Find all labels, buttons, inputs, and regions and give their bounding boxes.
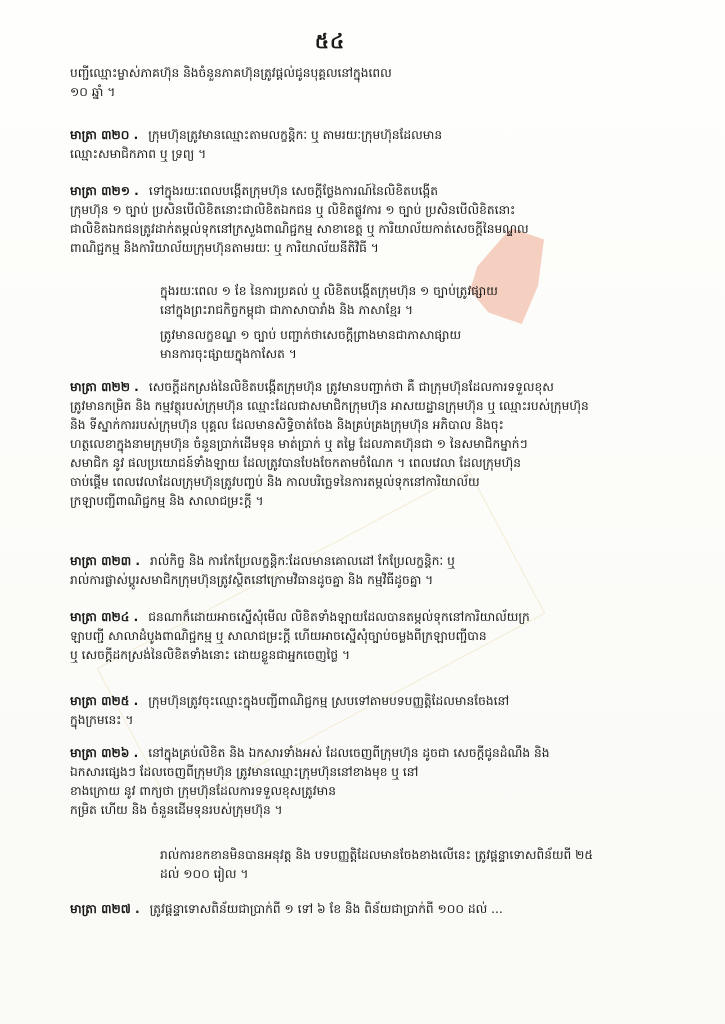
article-number: មាត្រា ៣២៧ .	[70, 902, 140, 916]
article-number: មាត្រា ៣២២ .	[70, 380, 139, 394]
article-326	[70, 744, 670, 820]
article-320	[70, 126, 670, 164]
article-text: រាល់កិច្ច និង ការកែប្រែលក្ខន្តិកៈដែលមានគោលដៅ កែប្រែលក្ខន្តិកៈ ឬ រាល់ការផ្លាស់ប្ដូរសមាជិកក្រុមហ៊ុនត្រូវស្ថិតនៅក្រោមវិធានដូចគ្នា និង កម្មវិធីដូចគ្នា ។	[70, 554, 455, 587]
article-322	[70, 378, 670, 511]
article-number: មាត្រា ៣២០ .	[70, 128, 139, 142]
article-text: ជនណាក៏ដោយអាចស្នើសុំមើល លិខិតទាំងឡាយដែលបានតម្កល់ទុកនៅការិយាល័យក្រ ឡាបញ្ជី សាលាដំបូងពាណិជ្ជកម្ម ឬ សាលាជម្រះក្ដី ហើយអាចស្នើសុំច្បាប់ចម្លងពីក្រឡាបញ្ជីបាន ឬ សេចក្ដីដកស្រង់នៃលិខិតទាំងនោះ ដោយខ្លួនជាអ្នកចេញថ្លៃ ។	[70, 610, 530, 662]
article-323	[70, 552, 670, 590]
article-text: សេចក្ដីដកស្រង់នៃលិខិតបង្កើតក្រុមហ៊ុន ត្រូវមានបញ្ជាក់ថា គឺ ជាក្រុមហ៊ុនដែលការទទួលខុស ត្រូវមានកម្រិត និង កម្មវត្ថុរបស់ក្រុមហ៊ុន ឈ្មោះដែលជាសមាជិកក្រុមហ៊ុន អាសយដ្ឋានក្រុមហ៊ុន ឬ ឈ្មោះរបស់ក្រុមហ៊ុន និង ទីស្នាក់ការរបស់ក្រុមហ៊ុន បុគ្គល ដែលមានសិទ្ធិចាត់ចែង និងគ្រប់គ្រងក្រុមហ៊ុន អភិបាល និងចុះ ហត្ថលេខាក្នុងនាមក្រុមហ៊ុន ចំនួនប្រាក់ដើមទុន មាត់ប្រាក់ ឬ តម្លៃ ដែលភាគហ៊ុនជា ១ នៃសមាជិកម្នាក់ៗ សមាជិក នូវ ផលប្រយោជន៍ទាំងឡាយ ដែលត្រូវបានបែងចែកតាមចំណែក ។ ពេលវេលា ដែលក្រុមហ៊ុន ចាប់ផ្ដើម ពេលវេលាដែលក្រុមហ៊ុនត្រូវបញ្ចប់ និង កាលបរិច្ឆេទនៃការតម្កល់ទុកនៅការិយាល័យ ក្រឡាបញ្ជីពាណិជ្ជកម្ម និង សាលាជម្រះក្ដី ។	[70, 380, 589, 508]
page-number: ៥៤	[314, 29, 346, 53]
article-number: មាត្រា ៣២១ .	[70, 184, 139, 198]
article-324	[70, 608, 670, 665]
article-321-paragraph-3: ត្រូវមានលក្ខខណ្ឌ ១ ច្បាប់ បញ្ជាក់ថាសេចក្ដីព្រាងមានជាភាសាផ្សាយ មានការចុះផ្សាយក្នុងកាសែត ។	[160, 328, 462, 361]
article-321-paragraph-2: ក្នុងរយៈពេល ១ ខែ នៃការប្រគល់ ឬ លិខិតបង្កើតក្រុមហ៊ុន ១ ច្បាប់ត្រូវផ្សាយ នៅក្នុងព្រះរាជកិច្ចកម្ពុជា ជាភាសាបារាំង និង ភាសាខ្មែរ ។	[160, 284, 498, 317]
article-321	[70, 182, 670, 258]
article-number: មាត្រា ៣២៦ .	[70, 746, 139, 760]
article-327	[70, 900, 670, 919]
article-number: មាត្រា ៣២៥ .	[70, 694, 139, 708]
article-number: មាត្រា ៣២៣ .	[70, 554, 141, 568]
article-text: ក្រុមហ៊ុនត្រូវចុះឈ្មោះក្នុងបញ្ជីពាណិជ្ជកម្ម ស្របទៅតាមបទបញ្ញត្តិដែលមានចែងនៅ ក្នុងក្រមនេះ ។	[70, 694, 510, 727]
article-text: ទៅក្នុងរយៈពេលបង្កើតក្រុមហ៊ុន សេចក្ដីថ្លែងការណ៍នៃលិខិតបង្កើត ក្រុមហ៊ុន ១ ច្បាប់ ប្រសិនបើលិខិតនោះជាលិខិតឯកជន ឬ លិខិតផ្លូវការ ១ ច្បាប់ ប្រសិនបើលិខិតនោះ ជាលិខិតឯកជនត្រូវដាក់តម្កល់ទុកនៅក្រសួងពាណិជ្ជកម្ម សាខាខេត្ត ឬ ការិយាល័យកាត់សេចក្ដីនៃមណ្ឌល ពាណិជ្ជកម្ម និងការិយាល័យក្រុមហ៊ុនតាមរយៈ ឬ ការិយាល័យនីតិវិធី ។	[70, 184, 529, 255]
article-text: ក្រុមហ៊ុនត្រូវមានឈ្មោះតាមលក្ខន្តិកៈ ឬ តាមរយៈក្រុមហ៊ុនដែលមាន ឈ្មោះសមាជិកភាព ឬ ទ្រព្យ ។	[70, 128, 443, 161]
article-number: មាត្រា ៣២៤ .	[70, 610, 139, 624]
article-text: នៅក្នុងគ្រប់លិខិត និង ឯកសារទាំងអស់ ដែលចេញពីក្រុមហ៊ុន ដូចជា សេចក្ដីជូនដំណឹង និង ឯកសារផ្សេងៗ ដែលចេញពីក្រុមហ៊ុន ត្រូវមានឈ្មោះក្រុមហ៊ុននៅខាងមុខ ឬ នៅ ខាងក្រោយ នូវ ពាក្យថា ក្រុមហ៊ុនដែលការទទួលខុសត្រូវមាន កម្រិត ហើយ និង ចំនួនដើមទុនរបស់ក្រុមហ៊ុន ។	[70, 746, 550, 817]
article-325	[70, 692, 670, 730]
article-text: ត្រូវផ្ដន្ទាទោសពិន័យជាប្រាក់ពី ១ ទៅ ៦ ខែ និង ពិន័យជាប្រាក់ពី ១០០ ដល់ ...	[149, 902, 503, 916]
penalty-paragraph: រាល់ការខកខានមិនបានអនុវត្ត និង បទបញ្ញត្តិដែលមានចែងខាងលើនេះ ត្រូវផ្ដន្ទាទោសពិន័យពី ២៥ ដល់ ១០០ រៀល ។	[160, 848, 594, 881]
intro-paragraph: បញ្ជីឈ្មោះម្ចាស់ភាគហ៊ុន និងចំនួនភាគហ៊ុនត្រូវផ្ដល់ជូនបុគ្គលនៅក្នុងពេល ១០ ឆ្នាំ ។	[70, 66, 392, 99]
